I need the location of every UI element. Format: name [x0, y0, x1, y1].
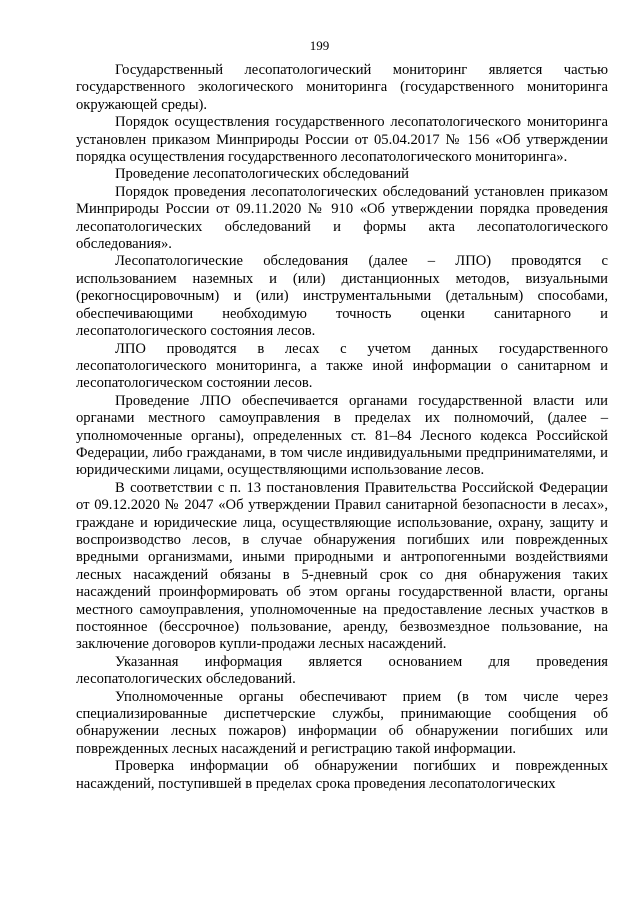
paragraph-survey-methods: Лесопатологические обследования (далее – ЛПО) проводятся с использованием наземных и (или) дистанционных методов, визуальными (рекогносцировочным) и (или) инструментальными (детальным) способами, обеспечивающими необходимую точность оценки санитарного и лесопатологического состояния лесов. — [76, 253, 608, 340]
paragraph-verification: Проверка информации об обнаружении погибших и поврежденных насаждений, поступившей в пределах срока проведения лесопатологических — [76, 758, 608, 792]
section-heading-surveys: Проведение лесопатологических обследований — [115, 166, 409, 183]
paragraph-information-basis: Указанная информация является основанием для проведения лесопатологических обследований. — [76, 653, 608, 688]
body-text — [76, 62, 608, 793]
page-number: 199 — [309, 38, 330, 53]
paragraph-authorities-reception: Уполномоченные органы обеспечивают прием (в том числе через специализированные диспетчерские службы, принимающие сообщения об обнаружении лесных пожаров) информации об обнаружении погибших или поврежденных лесных насаждений и регистрацию такой информации. — [76, 688, 608, 757]
paragraph-survey-data: ЛПО проводятся в лесах с учетом данных государственного лесопатологического мониторинга, а также иной информации о санитарном и лесопатологическом состоянии лесов. — [76, 340, 608, 392]
paragraph-government-decree: В соответствии с п. 13 постановления Правительства Российской Федерации от 09.12.2020 № 2047 «Об утверждении Правил санитарной безопасности в лесах», граждане и юридические лица, осуществляющие использование, охрану, защиту и воспроизводство лесов, в случае обнаружения погибших или поврежденных вредными организмами, иными природными и антропогенными воздействиями лесных насаждений обязаны в 5-дневный срок со дня обнаружения таких насаждений проинформировать об этом органы государственной власти, органы местного самоуправления, уполномоченные на предоставление лесных участков в постоянное (бессрочное) пользование, аренду, безвозмездное пользование, на заключение договоров купли-продажи лесных насаждений. — [76, 479, 608, 653]
paragraph-survey-order: Порядок проведения лесопатологических обследований установлен приказом Минприроды России от 09.11.2020 № 910 «Об утверждении порядка проведения лесопатологических обследований и формы акта лесопатологического обследования». — [76, 183, 608, 253]
paragraph-monitoring-order: Порядок осуществления государственного лесопатологического мониторинга установлен приказом Минприроды России от 05.04.2017 № 156 «Об утверждении порядка осуществления государственного лесопатологического мониторинга». — [76, 114, 608, 166]
paragraph-survey-responsible: Проведение ЛПО обеспечивается органами государственной власти или органами местного самоуправления в пределах их полномочий, (далее – уполномоченные органы), определенных ст. 81–84 Лесного кодекса Российской Федерации, либо гражданами, в том числе индивидуальными предпринимателями, и юридическими лицами, осуществляющими использование лесов. — [76, 392, 608, 479]
paragraph-monitoring-definition: Государственный лесопатологический мониторинг является частью государственного экологического мониторинга (государственного мониторинга окружающей среды). — [76, 62, 608, 113]
